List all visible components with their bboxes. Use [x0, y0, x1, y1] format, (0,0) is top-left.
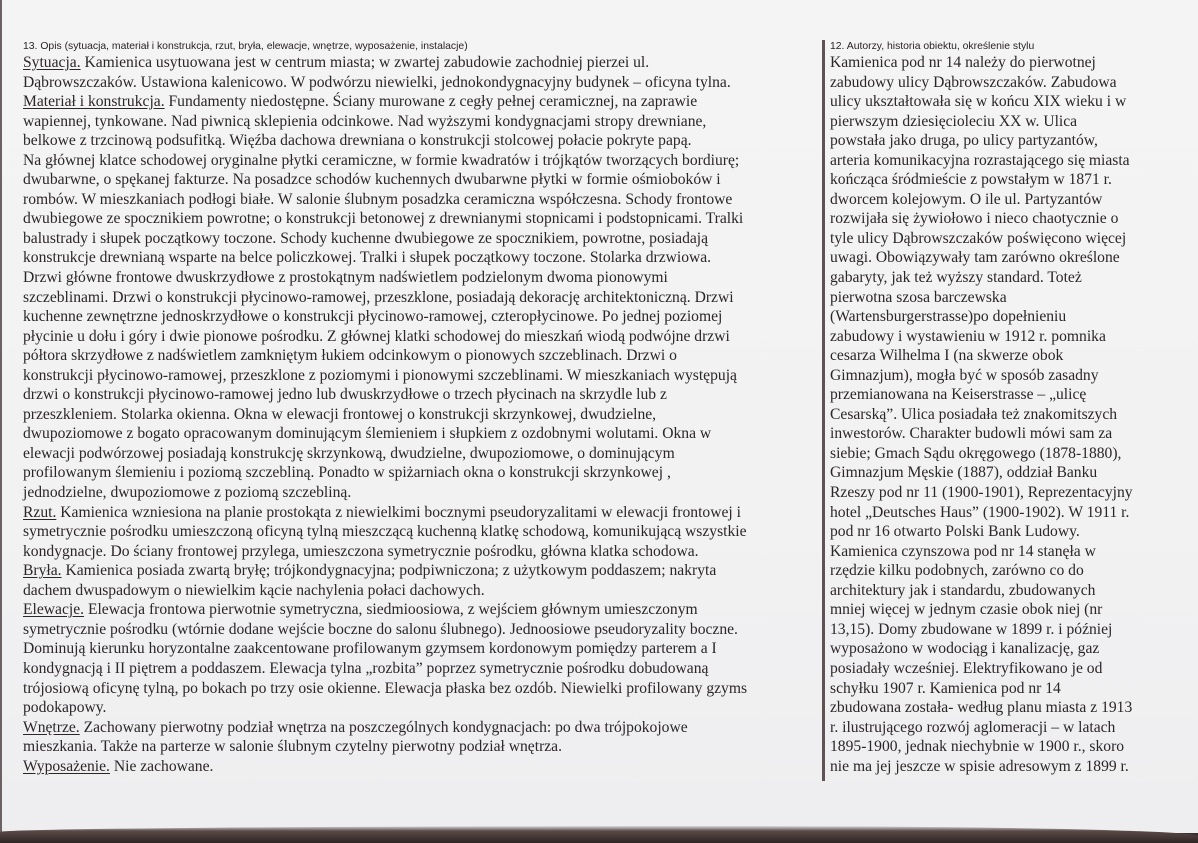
- text-line: [23, 718, 813, 738]
- line-text: dachem dwuspadowym o niewielkim kącie nachylenia połaci dachowych.: [23, 581, 485, 599]
- subsection-heading: Materiał i konstrukcja.: [23, 93, 165, 111]
- text-line: [23, 92, 813, 112]
- text-line: [23, 73, 813, 93]
- text-line: wyposażono w wodociąg i kanalizację, gaz: [830, 640, 1100, 658]
- line-text: Dąbrowszczaków. Ustawiona kalenicowo. W podwórzu niewielki, jednokondygnacyjny budynek – oficyna tylna.: [23, 73, 731, 91]
- description-body: [23, 53, 813, 776]
- text-line: [23, 190, 813, 210]
- text-line: pierwszym dziesięcioleciu XX w. Ulica: [830, 112, 1078, 130]
- text-line: [23, 53, 813, 73]
- text-line: Gimnazjum), mogła być w sposób zasadny: [830, 366, 1099, 384]
- line-text: balustrady i słupek początkowy toczone. Schody kuchenne dwubiegowe ze spocznikiem, powrotne, posiadają: [23, 229, 709, 247]
- text-line: [23, 581, 813, 601]
- line-text: dwubiegowe ze spocznikiem powrotne; o konstrukcji betonowej z drewnianymi stopnicami i podstopnicami. Tralki: [23, 210, 744, 228]
- line-text: Zachowany pierwotny podział wnętrza na poszczególnych kondygnacjach: po dwa trójpokojowe: [79, 718, 688, 736]
- line-text: kuchenne zewnętrzne jednoskrzydłowe o konstrukcji płycinowo-ramowej, czteropłycinowe. Po jednej poziomej: [23, 308, 723, 326]
- text-line: zabudowy ulicy Dąbrowszczaków. Zabudowa: [830, 73, 1117, 91]
- text-line: [23, 112, 813, 132]
- text-line: rzędzie kilku podobnych, zarówno co do: [830, 562, 1084, 580]
- page-bottom-edge-shadow: [0, 826, 1198, 843]
- text-line: [23, 561, 813, 581]
- line-text: Kamienica usytuowana jest w centrum miasta; w zwartej zabudowie zachodniej pierzei ul.: [80, 54, 650, 71]
- text-line: [23, 757, 813, 777]
- line-text: trójosiową oficynę tylną, po bokach po trzy osie okienne. Elewacja płaska bez ozdób. Niewielki profilowany gzyms: [23, 679, 748, 697]
- line-text: Dominują kierunku horyzontalne zaakcentowane profilowanym gzymsem kordonowym pomiędzy parterem a I: [23, 640, 717, 658]
- text-line: [23, 542, 813, 562]
- line-text: przeszkleniem. Stolarka okienna. Okna w elewacji frontowej o konstrukcji skrzynkowej, dwudzielne,: [23, 405, 657, 423]
- line-text: Kamienica posiada zwartą bryłę; trójkondygnacyjna; podpiwniczona; z użytkowym poddaszem; nakryta: [61, 562, 717, 580]
- text-line: [23, 327, 813, 347]
- text-line: [23, 366, 813, 386]
- text-line: gabaryty, jak też wyższy standard. Toteż: [830, 269, 1082, 287]
- line-text: dwupoziomowe z bogato opracowanym dominującym ślemieniem i słupkiem z ozdobnymi wolutami. Okna w: [23, 425, 712, 443]
- text-line: pod nr 16 otwarto Polski Bank Ludowy.: [830, 523, 1080, 541]
- subsection-heading: Rzut.: [23, 503, 57, 521]
- text-line: mniej więcej w jednym czasie obok niej (nr: [830, 601, 1103, 619]
- subsection-heading: Elewacje.: [23, 601, 85, 619]
- line-text: Elewacja frontowa pierwotnie symetryczna, siedmioosiowa, z wejściem głównym umieszczonym: [84, 601, 698, 619]
- text-line: posiadały wcześniej. Elektryfikowano je od: [830, 659, 1103, 677]
- text-line: hotel „Deutsches Haus” (1900-1902). W 1911 r.: [830, 503, 1130, 521]
- text-line: rozwijała się żywiołowo i nieco chaotycznie o: [830, 210, 1119, 228]
- text-line: Gimnazjum Męskie (1887), oddział Banku: [830, 464, 1098, 482]
- line-text: symetrycznie pośrodku (wtórnie dodane wejście boczne do salonu ślubnego). Jednoosiowe pseudoryzality boczne.: [23, 620, 738, 638]
- text-line: [23, 737, 813, 757]
- text-line: [23, 405, 813, 425]
- line-text: konstrukcji płycinowo-ramowej, przeszklone z poziomymi i pionowymi szczeblinami. W mieszkaniach występują: [23, 366, 737, 384]
- line-text: jednodzielne, dwupoziomowe z poziomą szczebliną.: [23, 484, 352, 502]
- text-line: ulicy ukształtowała się w końcu XIX wieku i w: [830, 93, 1127, 111]
- text-line: [23, 170, 813, 190]
- text-line: [23, 229, 813, 249]
- text-line: arteria komunikacyjna rozrastającego się miasta: [830, 151, 1130, 169]
- text-line: przemianowana na Keiserstrasse – „ulicę: [830, 386, 1087, 404]
- text-line: [23, 659, 813, 679]
- text-line: dworcem kolejowym. O ile ul. Partyzantów: [830, 190, 1103, 208]
- history-body: [830, 53, 1192, 776]
- line-text: mieszkania. Także na parterze w salonie ślubnym czytelny pierwotny podział wnętrza.: [23, 738, 562, 756]
- text-line: siebie; Gmach Sądu okręgowego (1878-1880),: [830, 444, 1122, 462]
- text-line: cesarza Wilhelma I (na skwerze obok: [830, 347, 1064, 365]
- text-line: Cesarską”. Ulica posiadała też znakomitszych: [830, 405, 1118, 423]
- line-text: Drzwi główne frontowe dwuskrzydłowe z prostokątnym nadświetlem podzielonym dwoma pionowymi: [23, 269, 668, 287]
- line-text: wapiennej, tynkowane. Nad piwnicą sklepienia odcinkowe. Nad wyższymi kondygnacjami stropy drewniane,: [23, 112, 707, 130]
- text-line: [23, 385, 813, 405]
- text-line: [23, 503, 813, 523]
- text-line: schyłku 1907 r. Kamienica pod nr 14: [830, 679, 1061, 697]
- text-line: Kamienica pod nr 14 należy do pierwotnej: [830, 54, 1096, 71]
- line-text: kondygnacje. Do ściany frontowej przylega, umieszczona symetrycznie pośrodku, główna klatka schodowa.: [23, 542, 699, 560]
- line-text: Nie zachowane.: [109, 757, 214, 775]
- text-line: [23, 698, 813, 718]
- line-text: półtora skrzydłowe z nadświetlem zamkniętym łukiem odcinkowym o pionowych szczeblinach. Drzwi o: [23, 347, 677, 365]
- line-text: płycinie u dołu i góry i dwie pionowe pośrodku. Z głównej klatki schodowej do mieszkań wiodą podwójne drzwi: [23, 327, 730, 345]
- line-text: kondygnacją i II piętrem a poddaszem. Elewacja tylna „rozbita” poprzez symetrycznie pośrodku dobudowaną: [23, 659, 709, 677]
- line-text: drzwi o konstrukcji płycinowo-ramowej jedno lub dwuskrzydłowe o trzech płycinach na skrzydle lub z: [23, 386, 667, 404]
- text-line: [23, 307, 813, 327]
- text-line: (Wartensburgerstrasse)po dopełnieniu: [830, 308, 1067, 326]
- text-line: [23, 288, 813, 308]
- line-text: rombów. W mieszkaniach podłogi białe. W salonie ślubnym posadzka ceramiczna współczesna. Schody frontowe: [23, 190, 733, 208]
- line-text: szczeblinami. Drzwi o konstrukcji płycinowo-ramowej, przeszklone, posiadają dekorację architektoniczną. Drzwi: [23, 288, 734, 306]
- text-line: r. ilustrującego rozwój aglomeracji – w latach: [830, 718, 1116, 736]
- line-text: Fundamenty niedostępne. Ściany murowane z cegły pełnej ceramicznej, na zaprawie: [164, 93, 698, 111]
- text-line: [23, 151, 813, 171]
- subsection-heading: Wyposażenie.: [23, 757, 110, 775]
- text-line: [23, 131, 813, 151]
- line-text: Kamienica wzniesiona na planie prostokąta z niewielkimi bocznymi pseudoryzalitami w elewacji frontowej i: [56, 503, 741, 521]
- section-caption-description: 13. Opis (sytuacja, materiał i konstrukcja, rzut, bryła, elewacje, wnętrze, wyposażenie, instalacje): [23, 41, 468, 52]
- line-text: symetrycznie pośrodku umieszczoną oficyną tylną mieszczącą kuchenną klatkę schodową, komunikującą wszystkie: [23, 523, 747, 541]
- text-line: [23, 620, 813, 640]
- text-line: [23, 463, 813, 483]
- text-line: kończąca śródmieście z powstałym w 1871 r.: [830, 171, 1112, 189]
- text-line: [23, 424, 813, 444]
- subsection-heading: Sytuacja.: [23, 54, 81, 71]
- text-line: inwestorów. Charakter budowli mówi sam za: [830, 425, 1113, 443]
- text-line: 13,15). Domy zbudowane w 1899 r. i później: [830, 620, 1113, 638]
- subsection-heading: Wnętrze.: [23, 718, 80, 736]
- text-line: powstała jako druga, po ulicy partyzantów,: [830, 132, 1098, 150]
- text-line: [23, 444, 813, 464]
- text-line: [23, 248, 813, 268]
- text-line: 1895-1900, jednak niechybnie w 1900 r., skoro: [830, 738, 1125, 756]
- section-caption-history: 12. Autorzy, historia obiektu, określenie stylu: [830, 41, 1035, 52]
- subsection-heading: Bryła.: [23, 562, 62, 580]
- text-line: architektury jak i standardu, zbudowanych: [830, 581, 1096, 599]
- text-line: [23, 483, 813, 503]
- line-text: konstrukcje drewnianą wsparte na belce policzkowej. Tralki i słupek początkowy toczone. Stolarka drzwiowa.: [23, 249, 712, 267]
- text-line: [23, 679, 813, 699]
- text-line: [23, 600, 813, 620]
- line-text: dwubarwne, o spękanej fakturze. Na posadzce schodów kuchennych dwubarwne płytki w formie ośmioboków i: [23, 171, 721, 189]
- line-text: Na głównej klatce schodowej oryginalne płytki ceramiczne, w formie kwadratów i trójkątów tworzących bordiurę;: [23, 151, 740, 169]
- text-line: [23, 268, 813, 288]
- line-text: profilowanym ślemieniu i poziomą szczebliną. Ponadto w spiżarniach okna o konstrukcji skrzynkowej ,: [23, 464, 671, 482]
- text-line: [23, 346, 813, 366]
- text-line: uwagi. Obowiązywały tam zarówno określone: [830, 249, 1120, 267]
- text-line: zabudowy i wystawieniu w 1912 r. pomnika: [830, 327, 1106, 345]
- text-line: Kamienica czynszowa pod nr 14 stanęła w: [830, 542, 1096, 560]
- line-text: podokapowy.: [23, 699, 107, 717]
- text-line: [23, 209, 813, 229]
- line-text: elewacji podwórzowej posiadają konstrukcję skrzynkową, dwudzielne, dwupoziomowe, o dominującym: [23, 444, 675, 462]
- text-line: [23, 639, 813, 659]
- text-line: Rzeszy pod nr 11 (1900-1901), Reprezentacyjny: [830, 484, 1133, 502]
- history-section: [822, 40, 1192, 781]
- text-line: nie ma jej jeszcze w spisie adresowym z 1899 r.: [830, 757, 1129, 775]
- text-line: zbudowana została- według planu miasta z 1913: [830, 699, 1133, 717]
- line-text: belkowe z trzcinową podsufitką. Więźba dachowa drewniana o konstrukcji stolcowej połacie pokryte papą.: [23, 132, 692, 150]
- text-line: [23, 522, 813, 542]
- description-section: [23, 40, 813, 776]
- text-line: pierwotna szosa barczewska: [830, 288, 1007, 306]
- text-line: tyle ulicy Dąbrowszczaków poświęcono więcej: [830, 229, 1127, 247]
